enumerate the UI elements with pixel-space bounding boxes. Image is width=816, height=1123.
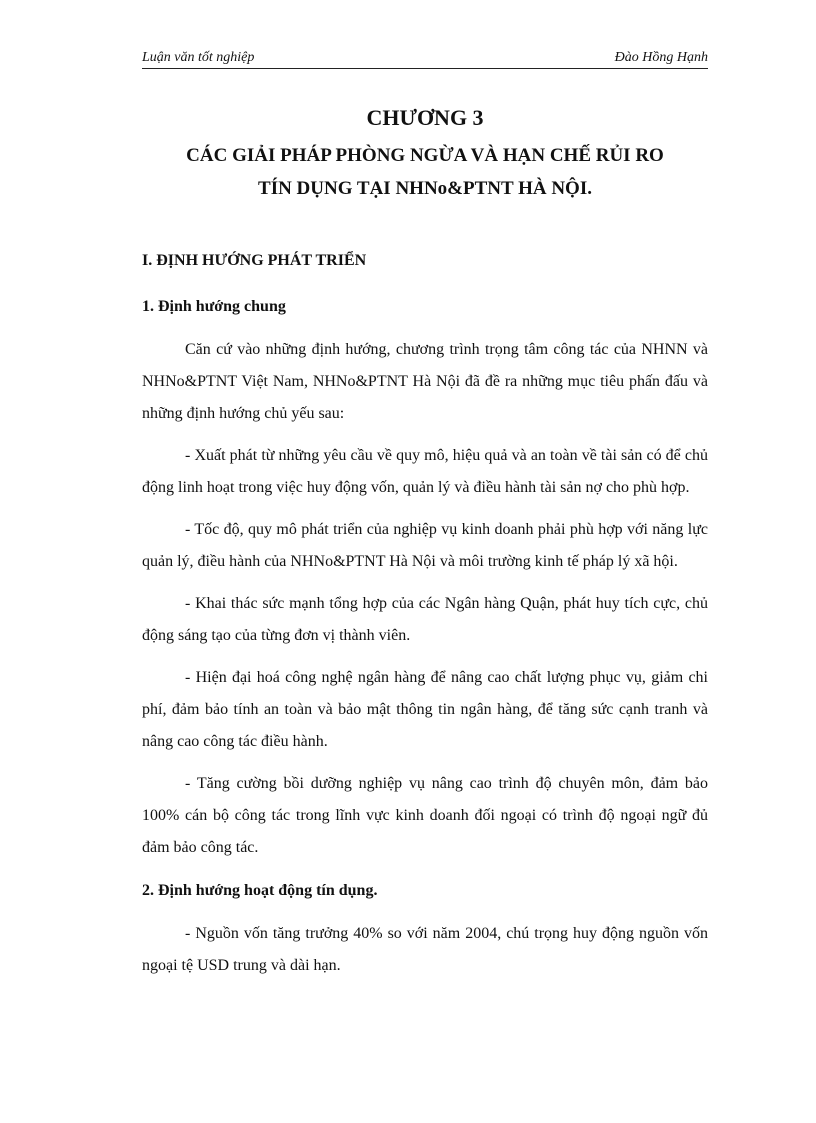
chapter-number: CHƯƠNG 3 (366, 105, 484, 130)
chapter-title-line-1: CÁC GIẢI PHÁP PHÒNG NGỪA VÀ HẠN CHẾ RỦI RO (186, 145, 664, 166)
running-header (142, 48, 708, 68)
paragraph: - Tăng cường bồi dưỡng nghiệp vụ nâng cao trình độ chuyên môn, đảm bảo 100% cán bộ công tác trong lĩnh vực kinh doanh đối ngoại có trình độ ngoại ngữ đủ đảm bảo công tác. (142, 775, 708, 856)
paragraph: - Nguồn vốn tăng trưởng 40% so với năm 2004, chú trọng huy động nguồn vốn ngoại tệ USD trung và dài hạn. (142, 925, 708, 974)
header-author-name: Đào Hồng Hạnh (614, 50, 708, 65)
paragraph: - Xuất phát từ những yêu cầu về quy mô, hiệu quả và an toàn về tài sản có để chủ động linh hoạt trong việc huy động vốn, quản lý và điều hành tài sản nợ cho phù hợp. (142, 447, 708, 496)
paragraph: - Hiện đại hoá công nghệ ngân hàng để nâng cao chất lượng phục vụ, giảm chi phí, đảm bảo tính an toàn và bảo mật thông tin ngân hàng, để tăng sức cạnh tranh và nâng cao công tác điều hành. (142, 669, 708, 750)
document-body (142, 240, 708, 992)
paragraph: - Tốc độ, quy mô phát triển của nghiệp vụ kinh doanh phải phù hợp với năng lực quản lý, điều hành của NHNo&PTNT Hà Nội và môi trường kinh tế pháp lý xã hội. (142, 521, 708, 570)
subsection-heading: 1. Định hướng chung (142, 298, 286, 315)
subsection-heading: 2. Định hướng hoạt động tín dụng. (142, 882, 378, 899)
section-heading: I. ĐỊNH HƯỚNG PHÁT TRIỂN (142, 252, 367, 269)
paragraph: - Khai thác sức mạnh tổng hợp của các Ngân hàng Quận, phát huy tích cực, chủ động sáng tạo của từng đơn vị thành viên. (142, 595, 708, 644)
paragraph: Căn cứ vào những định hướng, chương trình trọng tâm công tác của NHNN và NHNo&PTNT Việt Nam, NHNo&PTNT Hà Nội đã đề ra những mục tiêu phấn đấu và những định hướng chủ yếu sau: (142, 341, 708, 422)
header-thesis-label: Luận văn tốt nghiệp (142, 50, 255, 65)
header-divider (142, 68, 708, 69)
chapter-title-line-2: TÍN DỤNG TẠI NHNo&PTNT HÀ NỘI. (258, 178, 592, 199)
